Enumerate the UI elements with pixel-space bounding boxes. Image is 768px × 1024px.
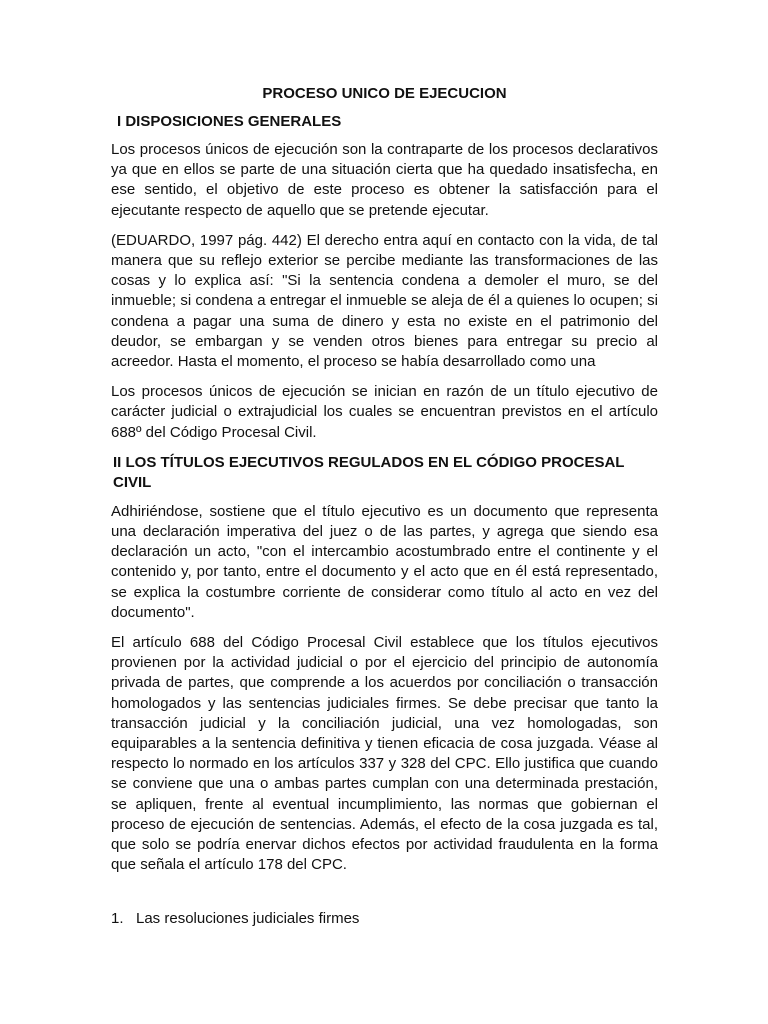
paragraph: Los procesos únicos de ejecución se inician en razón de un título ejecutivo de carácter judicial o extrajudicial los cuales se encuentran previstos en el artículo 688º del Código Procesal Civil.	[111, 383, 658, 441]
section-heading-disposiciones: I DISPOSICIONES GENERALES	[117, 113, 342, 130]
list-item	[111, 909, 658, 929]
paragraph: Los procesos únicos de ejecución son la contraparte de los procesos declarativos ya que en ellos se parte de una situación cierta que ha quedado insatisfecha, en ese sentido, el objetivo de este proceso es obtener la satisfacción para el ejecutante respecto de aquello que se pretende ejecutar.	[111, 141, 658, 219]
paragraph: Adhiriéndose, sostiene que el título ejecutivo es un documento que representa una declaración imperativa del juez o de las partes, y agrega que siendo esa declaración un acto, "con el intercambio acostumbrado entre el continente y el contenido y, por tanto, entre el documento y el acto que en él está representado, se explica la costumbre corriente de considerar como título al acto en vez del documento".	[111, 502, 658, 621]
paragraph: (EDUARDO, 1997 pág. 442) El derecho entra aquí en contacto con la vida, de tal manera que su reflejo exterior se percibe mediante las transformaciones de las cosas y lo explica así: "Si la sentencia condena a demoler el muro, se del inmueble; si condena a entregar el inmueble se aleja de él a quienes lo ocupen; si condena a pagar una suma de dinero y esta no existe en el patrimonio del deudor, se embargan y se venden otros bienes para entregar su precio al acreedor. Hasta el momento, el proceso se había desarrollado como una	[111, 231, 658, 371]
section-heading-titulos-ejecutivos: II LOS TÍTULOS EJECUTIVOS REGULADOS EN EL CÓDIGO PROCESAL CIVIL	[113, 453, 625, 491]
document-title: PROCESO UNICO DE EJECUCION	[262, 85, 507, 102]
list-number: 1.	[111, 909, 124, 927]
list-item-text: Las resoluciones judiciales firmes	[136, 909, 360, 927]
paragraph: El artículo 688 del Código Procesal Civil establece que los títulos ejecutivos provienen por la actividad judicial o por el ejercicio del principio de autonomía privada de partes, que comprende a los acuerdos por conciliación o transacción homologados y las sentencias judiciales firmes. Se debe precisar que tanto la transacción judicial y la conciliación judicial, una vez homologadas, son equiparables a la sentencia definitiva y tienen eficacia de cosa juzgada. Véase al respecto lo normado en los artículos 337 y 328 del CPC. Ello justifica que cuando se conviene que una o ambas partes cumplan con una determinada prestación, se apliquen, frente al eventual incumplimiento, las normas que gobiernan el proceso de ejecución de sentencias. Además, el efecto de la cosa juzgada es tal, que solo se podría enervar dichos efectos por actividad fraudulenta en la forma que señala el artículo 178 del CPC.	[111, 634, 658, 874]
